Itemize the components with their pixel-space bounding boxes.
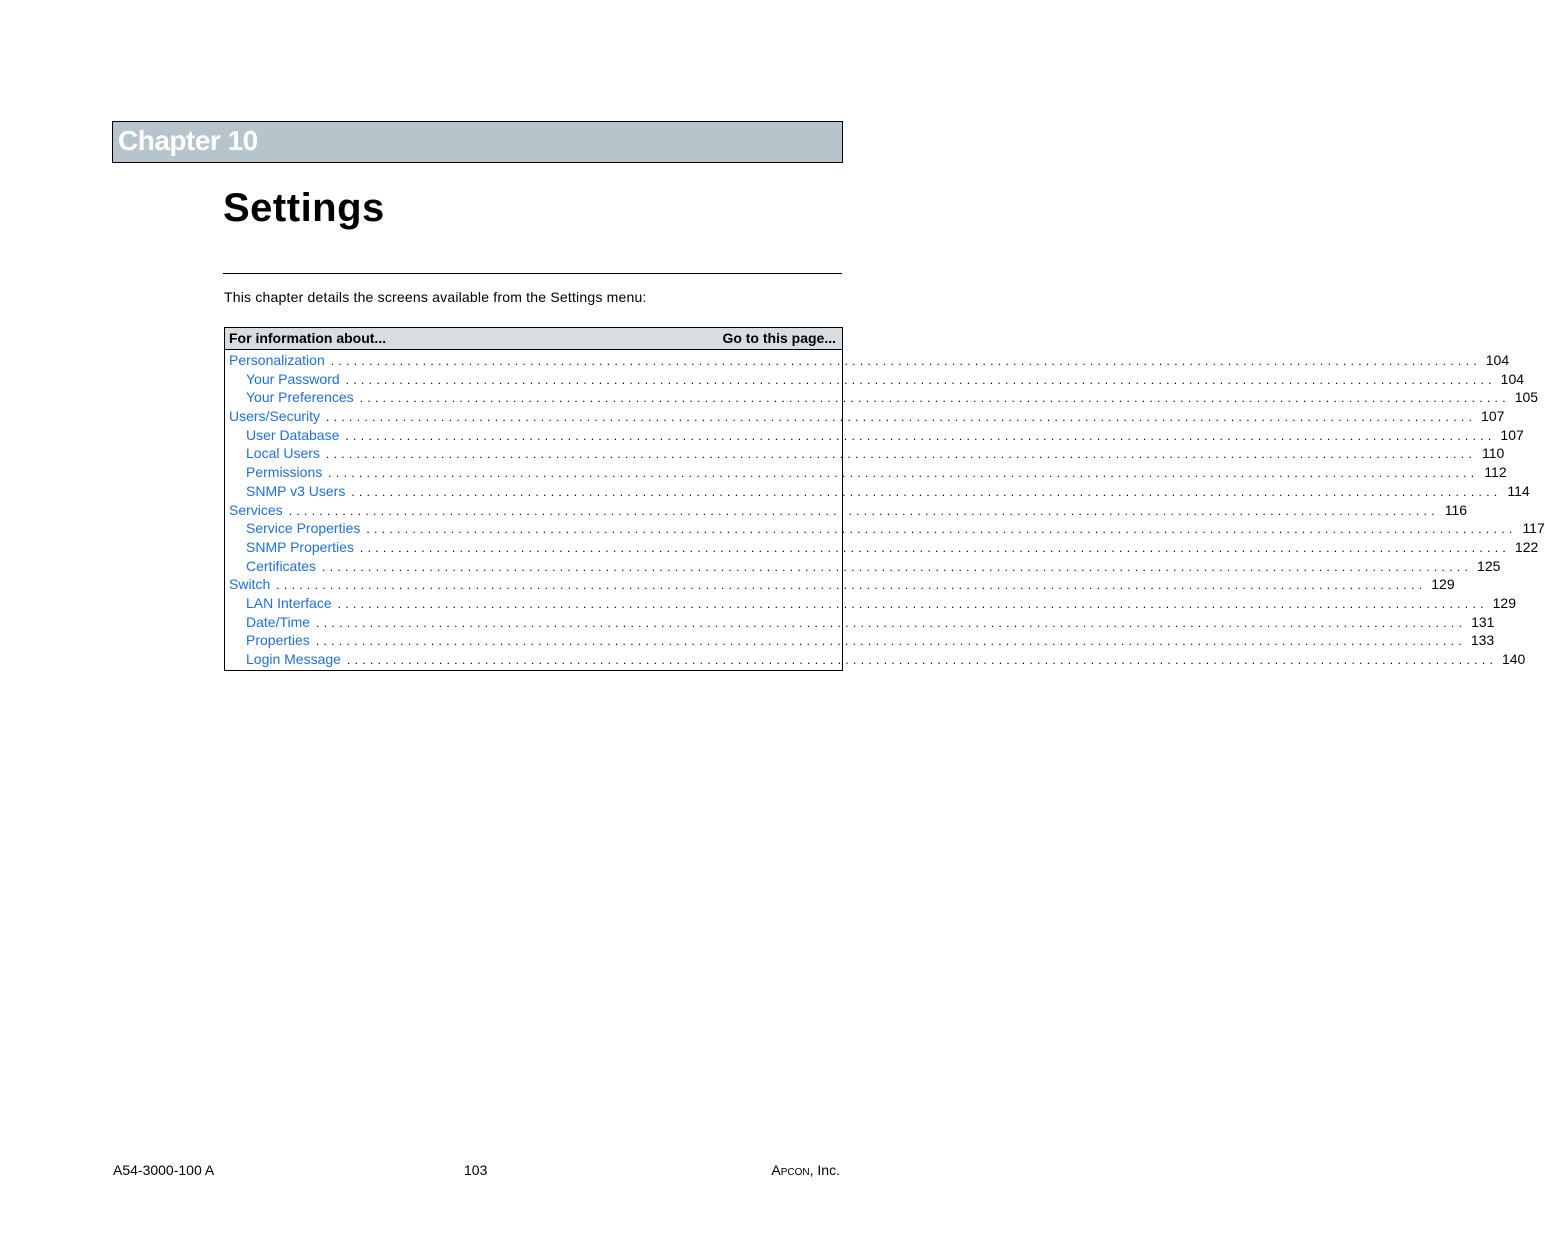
toc-table	[224, 327, 1545, 671]
toc-page-number: 110	[1481, 445, 1505, 462]
toc-link[interactable]: Date/Time	[246, 613, 311, 630]
toc-row[interactable]	[225, 445, 1505, 464]
footer-company-initial: A	[771, 1162, 781, 1178]
toc-leader-dots: . . . . . . . . . . . . . . . . . . . . . . . . . . . . . . . . . . . . . . . . . . . . . . . . . . . . . . . . . . . . . . . . . . . . . . . . . . . . . . . . . . . . . . . . . . . . . . . . . . . . . . . . . . . . . . . . . . . . . . . . . . . . . . . . . . . . . . . . . . . . . . . . . . . . . .	[326, 410, 1473, 425]
toc-row[interactable]	[225, 501, 1468, 521]
toc-row[interactable]	[225, 482, 1530, 502]
toc-row[interactable]	[225, 408, 1505, 427]
toc-entries	[225, 350, 1545, 670]
toc-link[interactable]: Your Password	[246, 370, 340, 387]
toc-link[interactable]: Users/Security	[229, 408, 321, 425]
toc-link[interactable]: Certificates	[246, 557, 317, 574]
toc-link[interactable]: Personalization	[229, 352, 325, 368]
toc-link[interactable]: Login Message	[246, 651, 341, 667]
footer-page-number: 103	[464, 1162, 488, 1178]
toc-page-number: 116	[1444, 501, 1468, 518]
toc-leader-dots: . . . . . . . . . . . . . . . . . . . . . . . . . . . . . . . . . . . . . . . . . . . . . . . . . . . . . . . . . . . . . . . . . . . . . . . . . . . . . . . . . . . . . . . . . . . . . . . . . . . . . . . . . . . . . . . . . . . . . . . . . . . . . . . . . . . . . . . . . . . . . . . . . . . . . .	[345, 372, 1493, 387]
footer-doc-number: A54-3000-100 A	[113, 1162, 215, 1178]
toc-page-number: 107	[1500, 426, 1524, 443]
toc-page-number: 125	[1477, 557, 1501, 574]
toc-link[interactable]: Permissions	[246, 464, 323, 481]
toc-leader-dots: . . . . . . . . . . . . . . . . . . . . . . . . . . . . . . . . . . . . . . . . . . . . . . . . . . . . . . . . . . . . . . . . . . . . . . . . . . . . . . . . . . . . . . . . . . . . . . . . . . . . . . . . . . . . . . . . . . . . . . . . . . . . . . . . . . . . . . . . . . . . . . . . . . . . . .	[359, 540, 1507, 555]
toc-row[interactable]	[225, 352, 1510, 371]
toc-leader-dots: . . . . . . . . . . . . . . . . . . . . . . . . . . . . . . . . . . . . . . . . . . . . . . . . . . . . . . . . . . . . . . . . . . . . . . . . . . . . . . . . . . . . . . . . . . . . . . . . . . . . . . . . . . . . . . . . . . . . . . . . . . . . . . . . . . . . . . . . . . . . . . . . . . . . . .	[359, 391, 1507, 406]
toc-leader-dots: . . . . . . . . . . . . . . . . . . . . . . . . . . . . . . . . . . . . . . . . . . . . . . . . . . . . . . . . . . . . . . . . . . . . . . . . . . . . . . . . . . . . . . . . . . . . . . . . . . . . . . . . . . . . . . . . . . . . . . . . . . . . . . . . . . . . . . . . . . . . . . . . . . . . . .	[366, 522, 1513, 537]
toc-header-topic: For information about...	[229, 330, 387, 346]
chapter-banner	[112, 121, 843, 163]
toc-leader-dots: . . . . . . . . . . . . . . . . . . . . . . . . . . . . . . . . . . . . . . . . . . . . . . . . . . . . . . . . . . . . . . . . . . . . . . . . . . . . . . . . . . . . . . . . . . . . . . . . . . . . . . . . . . . . . . . . . . . . . . . . . . . . . . . . . . . . . . . . . . . . . . . . . . . . . .	[351, 484, 1498, 499]
toc-leader-dots: . . . . . . . . . . . . . . . . . . . . . . . . . . . . . . . . . . . . . . . . . . . . . . . . . . . . . . . . . . . . . . . . . . . . . . . . . . . . . . . . . . . . . . . . . . . . . . . . . . . . . . . . . . . . . . . . . . . . . . . . . . . . . . . . . . . . . . . . . . . . . . . . . . . . . .	[315, 634, 1463, 649]
toc-link[interactable]: Your Preferences	[246, 389, 354, 406]
toc-row[interactable]	[225, 576, 1455, 595]
toc-row[interactable]	[225, 464, 1507, 483]
toc-page-number: 107	[1481, 408, 1505, 425]
intro-text: This chapter details the screens available from the Settings menu:	[224, 289, 647, 305]
toc-page-number: 122	[1514, 538, 1539, 555]
toc-link[interactable]: Services	[229, 501, 283, 518]
toc-page-number: 129	[1492, 594, 1516, 611]
toc-leader-dots: . . . . . . . . . . . . . . . . . . . . . . . . . . . . . . . . . . . . . . . . . . . . . . . . . . . . . . . . . . . . . . . . . . . . . . . . . . . . . . . . . . . . . . . . . . . . . . . . . . . . . . . . . . . . . . . . . . . . . . . . . . . . . . . . . . . . . . . . . . . . . . . . . . . . . .	[276, 578, 1423, 593]
toc-page-number: 105	[1514, 389, 1539, 406]
toc-leader-dots: . . . . . . . . . . . . . . . . . . . . . . . . . . . . . . . . . . . . . . . . . . . . . . . . . . . . . . . . . . . . . . . . . . . . . . . . . . . . . . . . . . . . . . . . . . . . . . . . . . . . . . . . . . . . . . . . . . . . . . . . . . . . . . . . . . . . . . . . . . . . . . . . . . . . . .	[322, 559, 1469, 574]
toc-header-page: Go to this page...	[722, 330, 836, 346]
chapter-label: Chapter 10	[118, 125, 258, 156]
toc-page-number: 133	[1470, 632, 1495, 649]
toc-row[interactable]	[225, 632, 1495, 651]
title-divider	[223, 273, 842, 274]
toc-link[interactable]: Local Users	[246, 445, 320, 462]
toc-leader-dots: . . . . . . . . . . . . . . . . . . . . . . . . . . . . . . . . . . . . . . . . . . . . . . . . . . . . . . . . . . . . . . . . . . . . . . . . . . . . . . . . . . . . . . . . . . . . . . . . . . . . . . . . . . . . . . . . . . . . . . . . . . . . . . . . . . . . . . . . . . . . . . . . . . . . . .	[345, 428, 1492, 443]
toc-row[interactable]	[225, 613, 1495, 633]
toc-header	[225, 328, 842, 350]
toc-row[interactable]	[225, 557, 1501, 577]
toc-page-number: 129	[1431, 576, 1455, 593]
toc-leader-dots: . . . . . . . . . . . . . . . . . . . . . . . . . . . . . . . . . . . . . . . . . . . . . . . . . . . . . . . . . . . . . . . . . . . . . . . . . . . . . . . . . . . . . . . . . . . . . . . . . . . . . . . . . . . . . . . . . . . . . . . . . . . . . . . . . . . . . . . . . . . . . . . . . . . . . .	[325, 447, 1473, 462]
toc-link[interactable]: SNMP v3 Users	[246, 482, 346, 499]
page-title: Settings	[223, 186, 385, 230]
footer-company	[771, 1162, 840, 1178]
toc-page-number: 104	[1500, 370, 1525, 387]
toc-leader-dots: . . . . . . . . . . . . . . . . . . . . . . . . . . . . . . . . . . . . . . . . . . . . . . . . . . . . . . . . . . . . . . . . . . . . . . . . . . . . . . . . . . . . . . . . . . . . . . . . . . . . . . . . . . . . . . . . . . . . . . . . . . . . . . . . . . . . . . . . . . . . . . . . . . . . . .	[328, 466, 1475, 481]
toc-row[interactable]	[225, 520, 1545, 539]
toc-leader-dots: . . . . . . . . . . . . . . . . . . . . . . . . . . . . . . . . . . . . . . . . . . . . . . . . . . . . . . . . . . . . . . . . . . . . . . . . . . . . . . . . . . . . . . . . . . . . . . . . . . . . . . . . . . . . . . . . . . . . . . . . . . . . . . . . . . . . . . . . . . . . . . . . . . . . . .	[337, 596, 1484, 611]
toc-page-number: 131	[1471, 613, 1495, 630]
toc-page-number: 140	[1501, 651, 1526, 667]
toc-row[interactable]	[225, 426, 1524, 446]
toc-page-number: 112	[1484, 464, 1507, 481]
toc-row[interactable]	[225, 370, 1525, 390]
footer-company-suffix: , Inc.	[809, 1162, 840, 1178]
toc-row[interactable]	[225, 651, 1526, 670]
footer-company-smallcaps: PCON	[780, 1167, 810, 1178]
toc-link[interactable]: LAN Interface	[246, 594, 332, 611]
toc-link[interactable]: Properties	[246, 632, 310, 649]
toc-link[interactable]: SNMP Properties	[246, 538, 354, 555]
toc-link[interactable]: Switch	[229, 576, 271, 593]
toc-row[interactable]	[225, 389, 1539, 408]
toc-leader-dots: . . . . . . . . . . . . . . . . . . . . . . . . . . . . . . . . . . . . . . . . . . . . . . . . . . . . . . . . . . . . . . . . . . . . . . . . . . . . . . . . . . . . . . . . . . . . . . . . . . . . . . . . . . . . . . . . . . . . . . . . . . . . . . . . . . . . . . . . . . . . . . . . . . . . . .	[288, 503, 1436, 518]
toc-leader-dots: . . . . . . . . . . . . . . . . . . . . . . . . . . . . . . . . . . . . . . . . . . . . . . . . . . . . . . . . . . . . . . . . . . . . . . . . . . . . . . . . . . . . . . . . . . . . . . . . . . . . . . . . . . . . . . . . . . . . . . . . . . . . . . . . . . . . . . . . . . . . . . . . . . . . . .	[330, 354, 1478, 368]
toc-row[interactable]	[225, 594, 1516, 614]
toc-leader-dots: . . . . . . . . . . . . . . . . . . . . . . . . . . . . . . . . . . . . . . . . . . . . . . . . . . . . . . . . . . . . . . . . . . . . . . . . . . . . . . . . . . . . . . . . . . . . . . . . . . . . . . . . . . . . . . . . . . . . . . . . . . . . . . . . . . . . . . . . . . . . . . . . . . . . . .	[346, 653, 1494, 667]
toc-leader-dots: . . . . . . . . . . . . . . . . . . . . . . . . . . . . . . . . . . . . . . . . . . . . . . . . . . . . . . . . . . . . . . . . . . . . . . . . . . . . . . . . . . . . . . . . . . . . . . . . . . . . . . . . . . . . . . . . . . . . . . . . . . . . . . . . . . . . . . . . . . . . . . . . . . . . . .	[316, 615, 1463, 630]
toc-link[interactable]: Service Properties	[246, 520, 361, 537]
toc-row[interactable]	[225, 538, 1539, 558]
toc-link[interactable]: User Database	[246, 426, 340, 443]
toc-page-number: 104	[1485, 352, 1510, 368]
toc-page-number: 114	[1507, 482, 1530, 499]
toc-page-number: 117	[1522, 520, 1545, 537]
